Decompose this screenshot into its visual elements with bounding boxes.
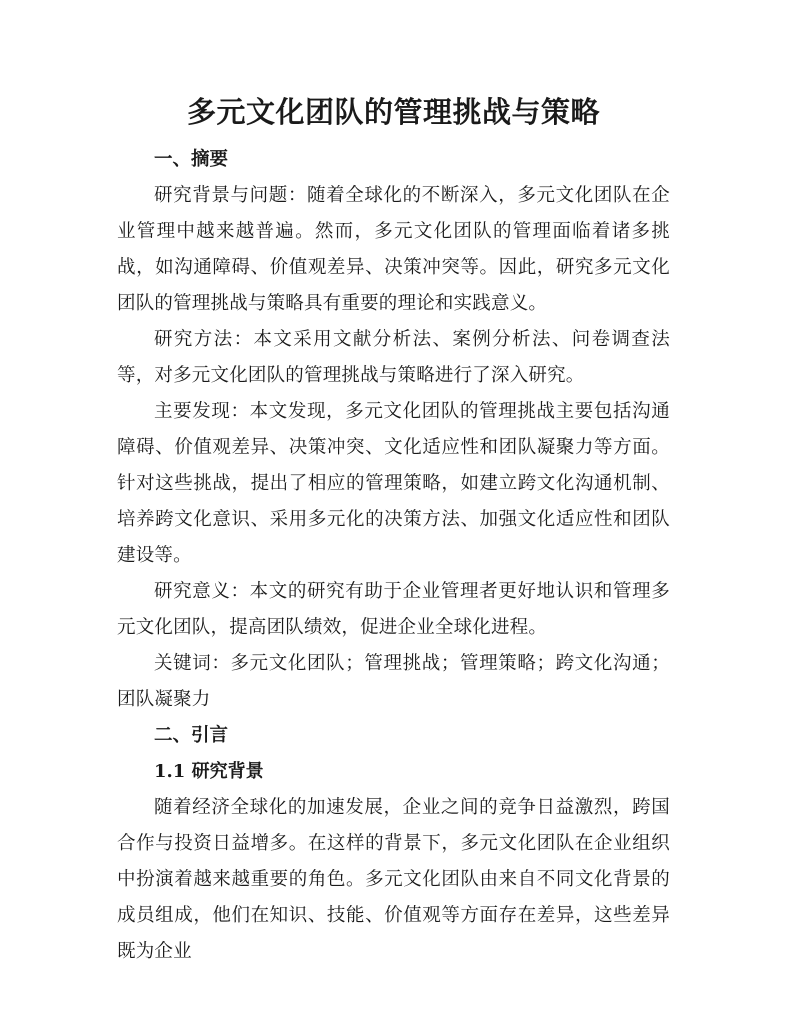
subsection-heading-background: 1.1 研究背景 <box>154 761 264 782</box>
section-heading-abstract: 一、摘要 <box>154 149 229 170</box>
paragraph-keywords: 关键词：多元文化团队；管理挑战；管理策略；跨文化沟通；团队凝聚力 <box>117 653 670 710</box>
section-introduction <box>117 718 670 970</box>
paragraph-methods: 研究方法：本文采用文献分析法、案例分析法、问卷调查法等，对多元文化团队的管理挑战与策略进行了深入研究。 <box>117 329 670 386</box>
section-heading-introduction: 二、引言 <box>154 725 229 746</box>
paragraph-significance: 研究意义：本文的研究有助于企业管理者更好地认识和管理多元文化团队，提高团队绩效，促进企业全球化进程。 <box>117 581 670 638</box>
paragraph-intro-background: 随着经济全球化的加速发展，企业之间的竞争日益激烈，跨国合作与投资日益增多。在这样的背景下，多元文化团队在企业组织中扮演着越来越重要的角色。多元文化团队由来自不同文化背景的成员组成，他们在知识、技能、价值观等方面存在差异，这些差异既为企业 <box>117 797 670 962</box>
paragraph-findings: 主要发现：本文发现，多元文化团队的管理挑战主要包括沟通障碍、价值观差异、决策冲突、文化适应性和团队凝聚力等方面。针对这些挑战，提出了相应的管理策略，如建立跨文化沟通机制、培养跨文化意识、采用多元化的决策方法、加强文化适应性和团队建设等。 <box>117 401 670 566</box>
section-abstract <box>117 142 670 718</box>
paragraph-background: 研究背景与问题：随着全球化的不断深入，多元文化团队在企业管理中越来越普遍。然而，多元文化团队的管理面临着诸多挑战，如沟通障碍、价值观差异、决策冲突等。因此，研究多元文化团队的管理挑战与策略具有重要的理论和实践意义。 <box>117 185 670 314</box>
document-title: 多元文化团队的管理挑战与策略 <box>186 95 600 129</box>
document-page <box>117 88 670 970</box>
